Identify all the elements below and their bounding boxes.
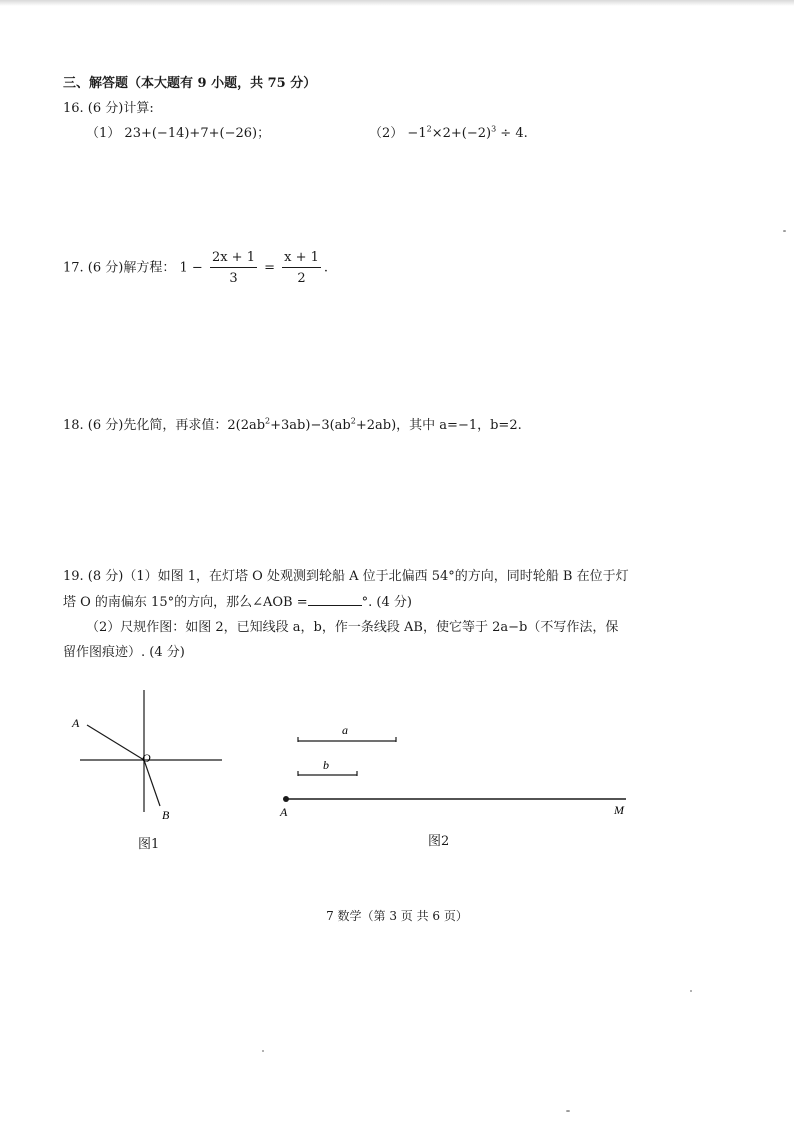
figure-2 — [276, 718, 636, 822]
q17-denominator-left: 3 — [229, 271, 238, 286]
q17-equals: = — [264, 260, 276, 276]
q17-line — [63, 249, 328, 288]
q17-heading: 17. (6 分)解方程： — [63, 260, 176, 276]
figure-2-caption: 图2 — [428, 834, 450, 849]
q16-part2-b: ×2+(−2) — [431, 126, 492, 141]
ray-ob — [144, 760, 160, 806]
q19-line2-tail: °. (4 分) — [361, 595, 412, 610]
q19-line4: 留作图痕迹）. (4 分) — [63, 645, 185, 660]
figure-1-caption: 图1 — [138, 837, 160, 852]
label-b: B — [162, 808, 170, 822]
point-a — [283, 796, 289, 802]
page-footer: 7 数学（第 3 页 共 6 页） — [326, 909, 468, 923]
q16-part2-exp2: 3 — [491, 124, 497, 134]
q16-part2-a: −1 — [407, 126, 427, 141]
q19-line1: 19. (8 分)（1）如图 1，在灯塔 O 处观测到轮船 A 位于北偏西 54°的方向，同时轮船 B 在位于灯 — [63, 569, 629, 584]
q18-s2: 2 — [350, 416, 356, 426]
segment-a-label: a — [342, 723, 348, 737]
q17-end: . — [323, 260, 329, 276]
q18-e1: 2(2ab — [227, 418, 266, 433]
label-start: A — [280, 805, 288, 819]
segment-b-label: b — [323, 758, 329, 772]
q19-line2-text: 塔 O 的南偏东 15°的方向，那么∠AOB = — [63, 595, 308, 610]
segment-a — [298, 737, 396, 742]
label-a: A — [72, 716, 80, 730]
q17-one: 1 − — [179, 260, 203, 276]
q18-heading: 18. (6 分)先化简，再求值： — [63, 418, 228, 433]
figure-1 — [70, 686, 240, 826]
q18-e3: +2ab) — [355, 418, 397, 433]
q16-heading: 16. (6 分)计算: — [63, 101, 154, 116]
q19-line3: （2）尺规作图：如图 2，已知线段 a，b，作一条线段 AB，使它等于 2a−b（不写作法，保 — [86, 620, 619, 635]
q17-numerator-right: x + 1 — [282, 249, 321, 268]
q17-fraction-right — [282, 249, 321, 287]
q16-part1-expr: 23+(−14)+7+(−26)； — [124, 126, 271, 141]
q16-part2-label: （2） — [369, 126, 404, 141]
q16-part1-label: （1） — [86, 126, 121, 141]
q16-part2-exp1: 2 — [426, 124, 432, 134]
q19-line2 — [63, 593, 412, 612]
q18-line — [63, 417, 522, 435]
q16-part2 — [369, 125, 528, 143]
label-o: O — [142, 751, 151, 765]
q18-e2: +3ab)−3(ab — [270, 418, 351, 433]
scan-edge — [0, 0, 794, 6]
ray-oa — [87, 725, 144, 760]
answer-blank[interactable] — [308, 593, 362, 606]
q18-tail: ，其中 a=−1，b=2. — [396, 418, 522, 433]
scan-speck — [783, 230, 786, 232]
scan-speck — [566, 1110, 570, 1112]
scan-speck — [690, 990, 692, 992]
q16-part1 — [86, 125, 270, 143]
q17-denominator-right: 2 — [297, 271, 306, 286]
section-title: 三、解答题（本大题有 9 小题，共 75 分） — [63, 76, 317, 91]
label-end: M — [614, 803, 624, 817]
q17-fraction-left — [210, 249, 257, 287]
q18-s1: 2 — [265, 416, 271, 426]
q16-part2-c: ÷ 4. — [496, 126, 528, 141]
q17-numerator-left: 2x + 1 — [210, 249, 257, 268]
scan-speck — [262, 1050, 264, 1052]
